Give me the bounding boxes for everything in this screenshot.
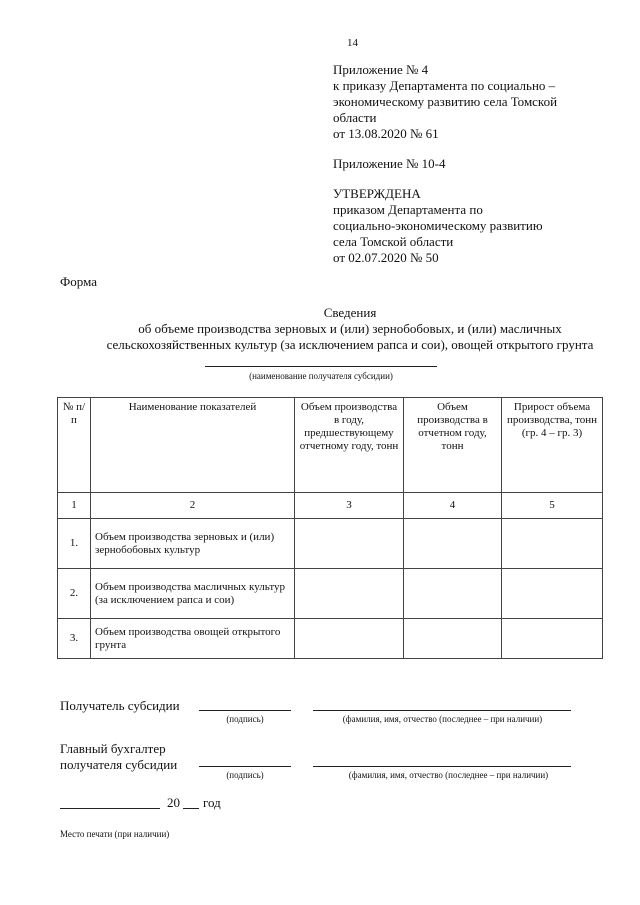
appendix-line: области xyxy=(333,110,377,125)
recipient-label: Получатель субсидии xyxy=(60,698,180,713)
col-number: 2 xyxy=(91,493,295,519)
title-line: об объеме производства зерновых и (или) зернобобовых, и (или) масличных xyxy=(138,321,562,336)
value-cell-current[interactable] xyxy=(404,569,502,619)
approved-line: социально-экономическому развитию xyxy=(333,218,543,233)
value-cell-prev[interactable] xyxy=(295,619,404,659)
date-year-prefix: 20 xyxy=(167,795,180,810)
chief-label-line: получателя субсидии xyxy=(60,757,178,772)
recipient-name-line[interactable] xyxy=(205,366,437,367)
value-cell-prev[interactable] xyxy=(295,569,404,619)
table-row xyxy=(58,519,603,569)
approved-date: от 02.07.2020 № 50 xyxy=(333,250,439,265)
recipient-signature-line[interactable] xyxy=(199,710,291,711)
approved-line: села Томской области xyxy=(333,234,454,249)
value-cell-growth[interactable] xyxy=(502,619,603,659)
chief-signature-line[interactable] xyxy=(199,766,291,767)
chief-label-line: Главный бухгалтер xyxy=(60,741,166,756)
col-number: 1 xyxy=(58,493,91,519)
row-number: 2. xyxy=(58,569,91,619)
signature-caption: (подпись) xyxy=(226,714,264,724)
header-num: № п/п xyxy=(58,398,91,493)
recipient-caption: (наименование получателя субсидии) xyxy=(249,371,393,381)
row-number: 3. xyxy=(58,619,91,659)
date-year-suffix: год xyxy=(203,795,221,810)
row-name: Объем производства зерновых и (или) зернобобовых культур xyxy=(91,519,295,569)
appendix-label: Приложение № 4 xyxy=(333,62,429,77)
header-current-year: Объем производства в отчетном году, тонн xyxy=(404,398,502,493)
value-cell-current[interactable] xyxy=(404,519,502,569)
row-name: Объем производства масличных культур (за исключением рапса и сои) xyxy=(91,569,295,619)
year-line[interactable] xyxy=(183,808,199,809)
form-label: Форма xyxy=(60,274,97,289)
header-growth: Прирост объема производства, тонн (гр. 4 – гр. 3) xyxy=(502,398,603,493)
col-number: 5 xyxy=(502,493,603,519)
stamp-note: Место печати (при наличии) xyxy=(60,829,170,839)
chief-name-line[interactable] xyxy=(313,766,571,767)
data-table xyxy=(57,397,603,659)
header-prev-year: Объем производства в году, предшествующему отчетному году, тонн xyxy=(295,398,404,493)
date-line[interactable] xyxy=(60,808,160,809)
column-numbers-row xyxy=(58,493,603,519)
col-number: 4 xyxy=(404,493,502,519)
approved-label: УТВЕРЖДЕНА xyxy=(333,186,421,201)
recipient-name-line[interactable] xyxy=(313,710,571,711)
name-caption: (фамилия, имя, отчество (последнее – при наличии) xyxy=(342,714,543,724)
col-number: 3 xyxy=(295,493,404,519)
chief-accountant-label xyxy=(60,741,177,773)
document-title xyxy=(40,305,640,353)
title-line: Сведения xyxy=(323,305,377,320)
title-line: сельскохозяйственных культур (за исключением рапса и сои), овощей открытого грунта xyxy=(106,337,594,352)
header-name: Наименование показателей xyxy=(91,398,295,493)
value-cell-current[interactable] xyxy=(404,619,502,659)
approved-line: приказом Департамента по xyxy=(333,202,483,217)
appendix-line: экономическому развитию села Томской xyxy=(333,94,558,109)
row-name: Объем производства овощей открытого грунта xyxy=(91,619,295,659)
header-block xyxy=(333,62,613,266)
name-caption: (фамилия, имя, отчество (последнее – при наличии) xyxy=(348,770,549,780)
page-number: 14 xyxy=(347,37,358,49)
table-row xyxy=(58,619,603,659)
appendix-date: от 13.08.2020 № 61 xyxy=(333,126,439,141)
appendix-line: к приказу Департамента по социально – xyxy=(333,78,556,93)
row-number: 1. xyxy=(58,519,91,569)
appendix2-label: Приложение № 10-4 xyxy=(333,156,446,171)
value-cell-growth[interactable] xyxy=(502,569,603,619)
value-cell-prev[interactable] xyxy=(295,519,404,569)
signature-caption: (подпись) xyxy=(226,770,264,780)
value-cell-growth[interactable] xyxy=(502,519,603,569)
table-row xyxy=(58,569,603,619)
table-header-row xyxy=(58,398,603,493)
